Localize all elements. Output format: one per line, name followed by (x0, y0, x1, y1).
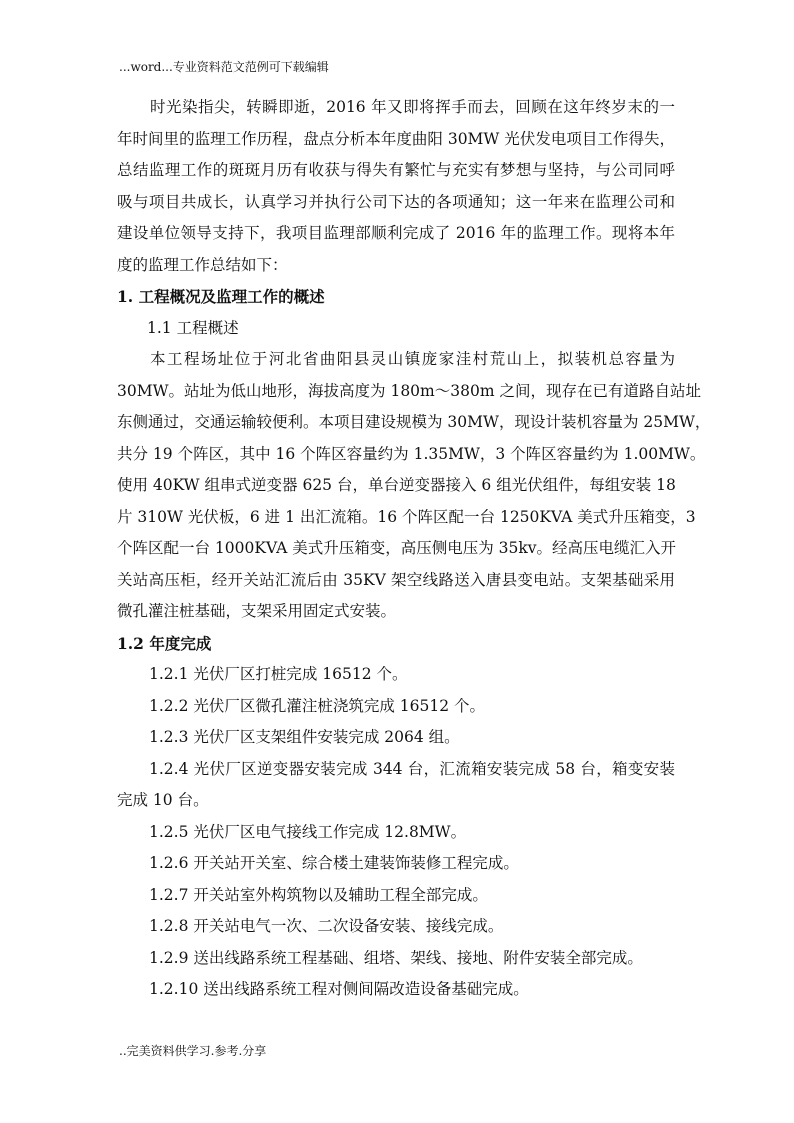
list-item: 1.2.1 光伏厂区打桩完成 16512 个。 (149, 665, 408, 683)
list-item: 1.2.8 开关站电气一次、二次设备安装、接线完成。 (149, 917, 504, 935)
list-item: 1.2.9 送出线路系统工程基础、组塔、架线、接地、附件安装全部完成。 (149, 948, 643, 967)
list-item-continuation: 完成 10 台。 (117, 791, 209, 809)
section-heading: 1. 工程概况及监理工作的概述 (117, 287, 325, 306)
overview-line: 使用 40KW 组串式逆变器 625 台，单台逆变器接入 6 组光伏组件，每组安装 18 (117, 476, 676, 494)
overview-line: 东侧通过，交通运输较便利。本项目建设规模为 30MW，现设计装机容量为 25MW， (117, 413, 711, 431)
overview-line: 片 310W 光伏板，6 进 1 出汇流箱。16 个阵区配一台 1250KVA 美式升压箱变，3 (117, 507, 696, 526)
intro-line: 度的监理工作总结如下： (117, 255, 288, 274)
list-item: 1.2.5 光伏厂区电气接线工作完成 12.8MW。 (149, 822, 467, 841)
list-item: 1.2.6 开关站开关室、综合楼土建装饰装修工程完成。 (149, 854, 519, 872)
list-item: 1.2.3 光伏厂区支架组件安装完成 2064 组。 (149, 728, 460, 746)
page-footer: ..完美资料供学习.参考.分享 (119, 1044, 267, 1058)
list-item: 1.2.2 光伏厂区微孔灌注桩浇筑完成 16512 个。 (149, 696, 486, 715)
intro-line: 总结监理工作的斑斑月历有收获与得失有繁忙与充实有梦想与坚持，与公司同呼 (117, 161, 675, 179)
intro-line: 建设单位领导支持下，我项目监理部顺利完成了 2016 年的监理工作。现将本年 (117, 224, 675, 242)
subsection-heading-annual: 1.2 年度完成 (117, 633, 212, 653)
overview-line: 30MW。站址为低山地形，海拔高度为 180m～380m 之间，现存在已有道路自站址 (117, 381, 701, 400)
overview-line: 微孔灌注桩基础，支架采用固定式安装。 (117, 602, 397, 620)
subsection-heading: 1.1 工程概述 (147, 318, 239, 337)
intro-line: 年时间里的监理工作历程，盘点分析本年度曲阳 30MW 光伏发电项目工作得失， (117, 129, 675, 148)
overview-line: 个阵区配一台 1000KVA 美式升压箱变，高压侧电压为 35kv。经高压电缆汇入开 (117, 539, 677, 557)
overview-line: 共分 19 个阵区，其中 16 个阵区容量约为 1.35MW，3 个阵区容量约为 1.00MW。 (117, 444, 706, 463)
list-item: 1.2.4 光伏厂区逆变器安装完成 344 台，汇流箱安装完成 58 台，箱变安装 (149, 759, 675, 778)
overview-line: 关站高压柜，经开关站汇流后由 35KV 架空线路送入唐县变电站。支架基础采用 (117, 570, 675, 589)
intro-line: 吸与项目共成长，认真学习并执行公司下达的各项通知；这一年来在监理公司和 (117, 192, 675, 211)
document-body (117, 92, 711, 1006)
list-item: 1.2.10 送出线路系统工程对侧间隔改造设备基础完成。 (149, 980, 529, 998)
page-header: ...word...专业资料范文范例可下载编辑 (119, 60, 329, 74)
overview-line: 本工程场址位于河北省曲阳县灵山镇庞家洼村荒山上，拟装机总容量为 (150, 350, 675, 368)
list-item: 1.2.7 开关站室外构筑物以及辅助工程全部完成。 (149, 885, 488, 904)
intro-line: 时光染指尖，转瞬即逝，2016 年又即将挥手而去，回顾在这年终岁末的一 (150, 98, 675, 116)
